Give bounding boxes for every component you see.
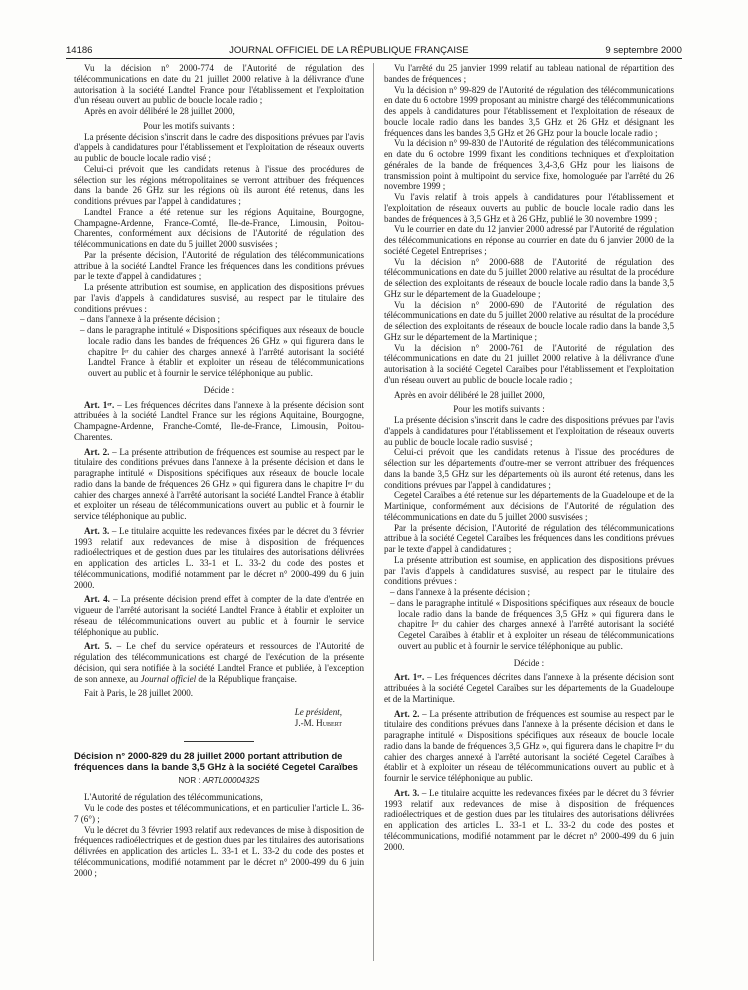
article-label: Art. 3. [394,787,420,798]
article-label: Art. 2. [84,446,110,457]
condition-item: – dans le paragraphe intitulé « Dispositions spécifiques aux réseaux de boucle locale radio dans les bandes de fréquences 26 GHz » qui figurera dans le chapitre Iᵉʳ du cahier des charges annexé à l'arrêté autorisant la société Landtel France à établir et exploiter un réseau de télécommunications ouvert au public et à fournir le service téléphonique au public. [80,325,364,378]
motif-paragraph: La présente décision s'inscrit dans le cadre des dispositions prévues par l'avis d'appels à candidatures pour l'établissement et l'exploitation de réseaux ouverts au public de boucle locale radio visé ; [74,131,364,163]
motif-paragraph: Par la présente décision, l'Autorité de régulation des télécommunications attribue à la société Cegetel Caraïbes les fréquences dans les conditions prévues par le texte d'appel à candidatures ; [384,522,674,554]
deliberation-line: Après en avoir délibéré le 28 juillet 2000, [84,106,235,116]
article-text: – Les fréquences décrites dans l'annexe à la présente décision sont attribuées à la société Cegetel Caraïbes sur les départements de la Guadeloupe et de la Martinique. [384,672,674,704]
visa-paragraph: Vu la décision n° 2000-774 de l'Autorité de régulation des télécommunications en date du 21 juillet 2000 relative à la délivrance d'une autorisation à la société Landtel France pour l'établissement et l'exploitation d'un réseau ouvert au public de boucle locale radio ; [74,63,364,106]
condition-item: – dans l'annexe à la présente décision ; [80,314,221,325]
visa-paragraph: Vu la décision n° 99-829 de l'Autorité de régulation des télécommunications en date du 6 octobre 1999 proposant au ministre chargé des télécommunications des appels à candidatures pour l'établissement et l'exploitation de réseaux de boucle locale radio dans les bandes 3,5 GHz et 26 GHz et désignant les fréquences dans les bandes 3,5 GHz et 26 GHz pour la boucle locale radio ; [384,84,675,138]
article-label: Art. 4. [84,594,110,605]
article-text: – Les fréquences décrites dans l'annexe à la présente décision sont attribuées à la société Landtel France sur les régions Aquitaine, Bourgogne, Champagne-Ardenne, Franche-Comté, Ile-de-France, Limousin, Poitou-Charentes. [74,399,364,442]
page-number: 14186 [66,45,93,56]
motif-paragraph: Celui-ci prévoit que les candidats retenus à l'issue des procédures de sélection sur les régions métropolitaines se verront attribuer des fréquences dans la bande 26 GHz sur les régions où ils auront été retenus, dans les conditions prévues par l'appel à candidatures ; [74,163,364,206]
visa-paragraph: Vu la décision n° 2000-688 de l'Autorité de régulation des télécommunications en date du 5 juillet 2000 relative au résultat de la procédure de sélection des exploitants de réseaux de boucle locale radio dans la bande 3,5 GHz sur le département de la Guadeloupe ; [384,256,674,299]
article [74,641,364,684]
article [384,788,674,853]
journal-name: Journal officiel [140,673,197,684]
visa-paragraph: Vu l'arrêté du 25 janvier 1999 relatif au tableau national de répartition des bandes de fréquences ; [384,63,674,84]
decide-heading: Décide : [513,657,545,668]
left-column [74,63,364,878]
article [74,594,364,637]
motif-paragraph: Celui-ci prévoit que les candidats retenus à l'issue des procédures de sélection sur les départements d'outre-mer se verront attribuer des fréquences dans la bande 3,5 GHz sur les départements où ils auront été retenus, dans les conditions prévues par l'appel à candidatures ; [384,447,674,490]
nor-reference: NOR : ARTL0000432S [178,775,260,785]
article [384,672,674,704]
article-text: – Le titulaire acquitte les redevances fixées par le décret du 3 février 1993 relatif aux redevances de mise à disposition de fréquences radioélectriques et de gestion dues par les titulaires des autorisations délivrées en application des articles L. 33-1 et L. 33-2 du code des postes et télécommunications, modifié notamment par le décret n° 2000-499 du 6 juin 2000. [74,525,365,590]
column-separator [373,63,374,961]
article [384,709,674,784]
visa-paragraph: Vu la décision n° 2000-690 de l'Autorité de régulation des télécommunications en date du 5 juillet 2000 relative au résultat de la procédure de sélection des exploitants de réseaux de boucle locale radio dans la bande 3,5 GHz sur le département de la Martinique ; [384,299,674,342]
decide-heading: Décide : [203,384,235,395]
deliberation-line: Après en avoir délibéré le 28 juillet 2000, [394,389,545,400]
visa-paragraph: Vu le courrier en date du 12 janvier 2000 adressé par l'Autorité de régulation des télécommunications en réponse au courrier en date du 6 janvier 2000 de la société Cegetel Entreprises ; [384,224,674,256]
decision-title: Décision n° 2000-829 du 28 juillet 2000 portant attribution de fréquences dans la bande 3,5 GHz à la société Cegetel Caraïbes [74,749,358,772]
right-column [384,63,674,852]
motif-paragraph: Landtel France a été retenue sur les régions Aquitaine, Bourgogne, Champagne-Ardenne, France-Comté, Ile-de-France, Limousin, Poitou-Charentes, conformément aux décisions de l'Autorité de régulation des télécommunications en date du 5 juillet 2000 susvisées ; [74,206,364,249]
article-label: Art. 2. [394,708,420,719]
article-label: Art. 1ᵉʳ. [84,399,115,410]
place-date-line: Fait à Paris, le 28 juillet 2000. [84,688,194,699]
motif-paragraph: La présente attribution est soumise, en application des dispositions prévues par l'avis d'appels à candidatures susvisé, au respect par le titulaire des conditions prévues : [384,554,674,587]
visa-paragraph: Vu la décision n° 99-830 de l'Autorité de régulation des télécommunications en date du 6 octobre 1999 fixant les conditions techniques et d'exploitation générales de la bande de fréquences 3,4-3,6 GHz pour les liaisons de transmission point à multipoint du service fixe, homologuée par l'arrêté du 26 novembre 1999 ; [384,138,674,192]
motifs-heading: Pour les motifs suivants : [453,404,545,415]
article-text-tail: de la République française. [196,673,297,684]
visa-paragraph: Vu l'avis relatif à trois appels à candidatures pour l'établissement et l'exploitation de réseaux ouverts au public de boucle locale radio dans les bandes de fréquences à 3,5 GHz et à 26 GHz, publié le 30 novembre 1999 ; [384,192,674,224]
article-label: Art. 5. [84,641,112,652]
article [74,400,364,443]
decision-separator [184,741,254,742]
visa-paragraph: L'Autorité de régulation des télécommunications, [84,792,263,803]
article-text: – La présente décision prend effet à compter de la date d'entrée en vigueur de l'arrêté autorisant la société Landtel France à établir et exploiter un réseau de télécommunications ouvert au public et à fournir le service téléphonique au public. [74,594,364,637]
issue-date: 9 septembre 2000 [605,45,682,56]
signature-role: Le président, [294,707,342,717]
article-text: – La présente attribution de fréquences est soumise au respect par le titulaire des conditions prévues dans l'annexe à la présente décision et dans le paragraphe intitulé « Dispositions spécifiques aux réseaux de boucle locale radio dans la bande de fréquences 3,5 GHz », qui figurera dans le chapitre Iᵉʳ du cahier des charges annexé à l'arrêté autorisant la société Cegetel Caraïbes à établir et à exploiter un réseau de télécommunications ouvert au public et à fournir le service téléphonique au public. [384,708,674,783]
article-text: – La présente attribution de fréquences est soumise au respect par le titulaire des conditions prévues dans l'annexe à la présente décision et dans le paragraphe intitulé « Dispositions spécifiques aux réseaux de boucle locale radio dans la bande de fréquences 26 GHz » qui figurera dans le chapitre Iᵉʳ du cahier des charges annexé à l'arrêté autorisant la société Landtel France à établir et exploiter un réseau de télécommunications ouvert au public et à fournir le service téléphonique au public. [74,446,364,521]
motif-paragraph: La présente décision s'inscrit dans le cadre des dispositions prévues par l'avis d'appels à candidatures pour l'établissement et l'exploitation de réseaux ouverts au public de boucle locale radio susvisé ; [384,415,674,447]
page-header [66,40,682,56]
motifs-heading: Pour les motifs suivants : [143,120,235,131]
visa-paragraph: Vu le code des postes et télécommunications, et en particulier l'article L. 36-7 (6°) ; [74,803,364,824]
motif-paragraph: Cegetel Caraïbes a été retenue sur les départements de la Guadeloupe et de la Martinique, conformément aux décisions de l'Autorité de régulation des télécommunications en date du 5 juillet 2000 susvisées ; [384,490,674,522]
visa-paragraph: Vu le décret du 3 février 1993 relatif aux redevances de mise à disposition de fréquences radioélectriques et de gestion dues par les titulaires des autorisations délivrées en application des articles L. 33-1 et L. 33-2 du code des postes et télécommunications, modifié notamment par le décret n° 2000-499 du 6 juin 2000 ; [74,824,364,878]
journal-title: JOURNAL OFFICIEL DE LA RÉPUBLIQUE FRANÇAISE [229,45,469,56]
condition-item: – dans l'annexe à la présente décision ; [390,587,531,597]
signature-name: J.-M. Hubert [294,717,342,728]
visa-paragraph: Vu la décision n° 2000-761 de l'Autorité de régulation des télécommunications en date du 21 juillet 2000 relative à la délivrance d'une autorisation à la société Cegetel Caraïbes pour l'établissement et l'exploitation d'un réseau ouvert au public de boucle locale radio ; [384,342,674,385]
motif-paragraph: Par la présente décision, l'Autorité de régulation des télécommunications attribue à la société Landtel France les fréquences dans les conditions prévues par le texte d'appel à candidatures ; [74,249,364,282]
article [74,447,364,522]
motif-paragraph: La présente attribution est soumise, en application des dispositions prévues par l'avis d'appels à candidatures susvisé, au respect par le titulaire des conditions prévues : [74,282,364,314]
article-text: – Le titulaire acquitte les redevances fixées par le décret du 3 février 1993 relatif aux redevances de mise à disposition de fréquences radioélectriques et de gestion dues par les titulaires des autorisations délivrées en application des articles L. 33-1 et L. 33-2 du code des postes et télécommunications, modifié notamment par le décret n° 2000-499 du 6 juin 2000. [384,787,675,852]
article-text: – Le chef du service opérateurs et ressources de l'Autorité de régulation des télécommunications est chargé de l'exécution de la présente décision, qui sera notifiée à la société Landtel France et publiée, à l'exception de son annexe, au [74,641,365,684]
header-rule [66,58,682,59]
condition-item: – dans le paragraphe intitulé « Dispositions spécifiques aux réseaux de boucle locale radio dans la bande de fréquences 3,5 GHz » qui figurera dans le chapitre Iᵉʳ du cahier des charges annexé à l'arrêté autorisant la société Cegetel Caraïbes à établir et à exploiter un réseau de télécommunications ouvert au public et à fournir le service téléphonique au public. [390,597,674,651]
article [74,526,364,591]
article-label: Art. 1ᵉʳ. [394,672,425,683]
article-label: Art. 3. [84,525,110,536]
